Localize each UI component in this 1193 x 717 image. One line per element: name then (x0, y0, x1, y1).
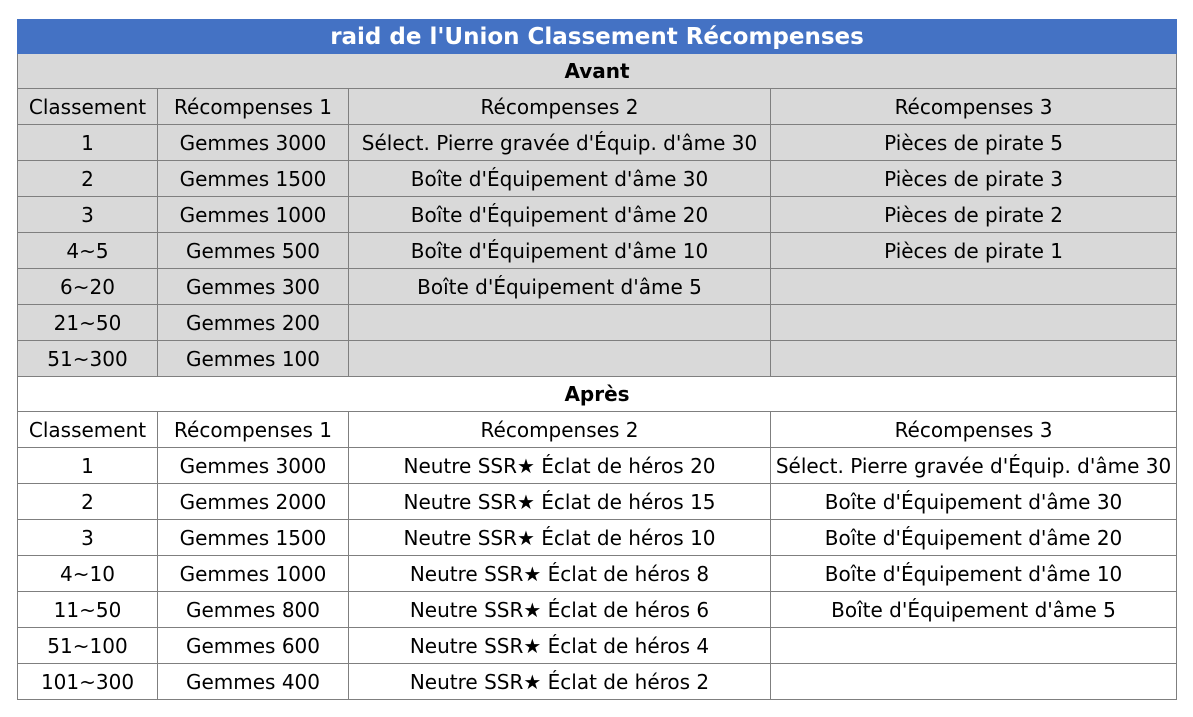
reward-1-cell: Gemmes 100 (158, 341, 349, 377)
column-header: Classement (18, 89, 158, 125)
table-row (18, 305, 1177, 341)
reward-2-cell: Neutre SSR★ Éclat de héros 8 (349, 556, 771, 592)
reward-2-cell: Neutre SSR★ Éclat de héros 6 (349, 592, 771, 628)
reward-3-cell: Boîte d'Équipement d'âme 10 (771, 556, 1177, 592)
reward-1-cell: Gemmes 300 (158, 269, 349, 305)
before-section (18, 54, 1177, 377)
reward-1-cell: Gemmes 200 (158, 305, 349, 341)
reward-3-cell: Pièces de pirate 1 (771, 233, 1177, 269)
reward-2-cell: Boîte d'Équipement d'âme 20 (349, 197, 771, 233)
table-row (18, 448, 1177, 484)
column-header: Récompenses 2 (349, 412, 771, 448)
reward-3-cell: Pièces de pirate 5 (771, 125, 1177, 161)
rank-cell: 51~100 (18, 628, 158, 664)
section-label-before: Avant (18, 54, 1177, 89)
rank-cell: 3 (18, 197, 158, 233)
reward-3-cell: Sélect. Pierre gravée d'Équip. d'âme 30 (771, 448, 1177, 484)
section-label-after: Après (18, 377, 1177, 412)
reward-1-cell: Gemmes 3000 (158, 125, 349, 161)
header-row-before (18, 89, 1177, 125)
reward-1-cell: Gemmes 1500 (158, 520, 349, 556)
table-row (18, 161, 1177, 197)
reward-2-cell: Neutre SSR★ Éclat de héros 2 (349, 664, 771, 700)
reward-1-cell: Gemmes 2000 (158, 484, 349, 520)
rank-cell: 11~50 (18, 592, 158, 628)
rank-cell: 1 (18, 448, 158, 484)
rank-cell: 51~300 (18, 341, 158, 377)
rank-cell: 6~20 (18, 269, 158, 305)
rank-cell: 1 (18, 125, 158, 161)
reward-2-cell (349, 305, 771, 341)
reward-1-cell: Gemmes 1000 (158, 556, 349, 592)
reward-3-cell: Boîte d'Équipement d'âme 20 (771, 520, 1177, 556)
table-row (18, 269, 1177, 305)
rank-cell: 2 (18, 484, 158, 520)
reward-1-cell: Gemmes 500 (158, 233, 349, 269)
reward-3-cell (771, 269, 1177, 305)
rank-cell: 2 (18, 161, 158, 197)
title-row (18, 20, 1177, 54)
reward-2-cell: Neutre SSR★ Éclat de héros 10 (349, 520, 771, 556)
table-row (18, 341, 1177, 377)
column-header: Récompenses 1 (158, 412, 349, 448)
reward-3-cell: Pièces de pirate 2 (771, 197, 1177, 233)
reward-2-cell: Neutre SSR★ Éclat de héros 20 (349, 448, 771, 484)
reward-2-cell: Sélect. Pierre gravée d'Équip. d'âme 30 (349, 125, 771, 161)
reward-2-cell (349, 341, 771, 377)
reward-1-cell: Gemmes 800 (158, 592, 349, 628)
rank-cell: 4~10 (18, 556, 158, 592)
table-row (18, 664, 1177, 700)
union-raid-rewards-table (17, 19, 1177, 700)
column-header: Récompenses 3 (771, 89, 1177, 125)
reward-3-cell (771, 628, 1177, 664)
table-row (18, 125, 1177, 161)
column-header: Récompenses 1 (158, 89, 349, 125)
rank-cell: 21~50 (18, 305, 158, 341)
reward-2-cell: Neutre SSR★ Éclat de héros 15 (349, 484, 771, 520)
reward-2-cell: Boîte d'Équipement d'âme 30 (349, 161, 771, 197)
header-row-after (18, 412, 1177, 448)
reward-3-cell: Boîte d'Équipement d'âme 30 (771, 484, 1177, 520)
reward-3-cell: Boîte d'Équipement d'âme 5 (771, 592, 1177, 628)
reward-1-cell: Gemmes 3000 (158, 448, 349, 484)
rank-cell: 101~300 (18, 664, 158, 700)
table-row (18, 628, 1177, 664)
table-row (18, 233, 1177, 269)
reward-3-cell (771, 341, 1177, 377)
reward-3-cell (771, 305, 1177, 341)
table-row (18, 197, 1177, 233)
reward-2-cell: Boîte d'Équipement d'âme 10 (349, 233, 771, 269)
rank-cell: 3 (18, 520, 158, 556)
table-row (18, 520, 1177, 556)
column-header: Récompenses 2 (349, 89, 771, 125)
reward-3-cell: Pièces de pirate 3 (771, 161, 1177, 197)
reward-2-cell: Boîte d'Équipement d'âme 5 (349, 269, 771, 305)
column-header: Récompenses 3 (771, 412, 1177, 448)
rank-cell: 4~5 (18, 233, 158, 269)
reward-1-cell: Gemmes 600 (158, 628, 349, 664)
reward-3-cell (771, 664, 1177, 700)
table-row (18, 556, 1177, 592)
after-section (18, 377, 1177, 700)
reward-1-cell: Gemmes 400 (158, 664, 349, 700)
table-row (18, 592, 1177, 628)
reward-1-cell: Gemmes 1000 (158, 197, 349, 233)
table-title: raid de l'Union Classement Récompenses (18, 20, 1177, 54)
reward-1-cell: Gemmes 1500 (158, 161, 349, 197)
column-header: Classement (18, 412, 158, 448)
reward-2-cell: Neutre SSR★ Éclat de héros 4 (349, 628, 771, 664)
table-row (18, 484, 1177, 520)
